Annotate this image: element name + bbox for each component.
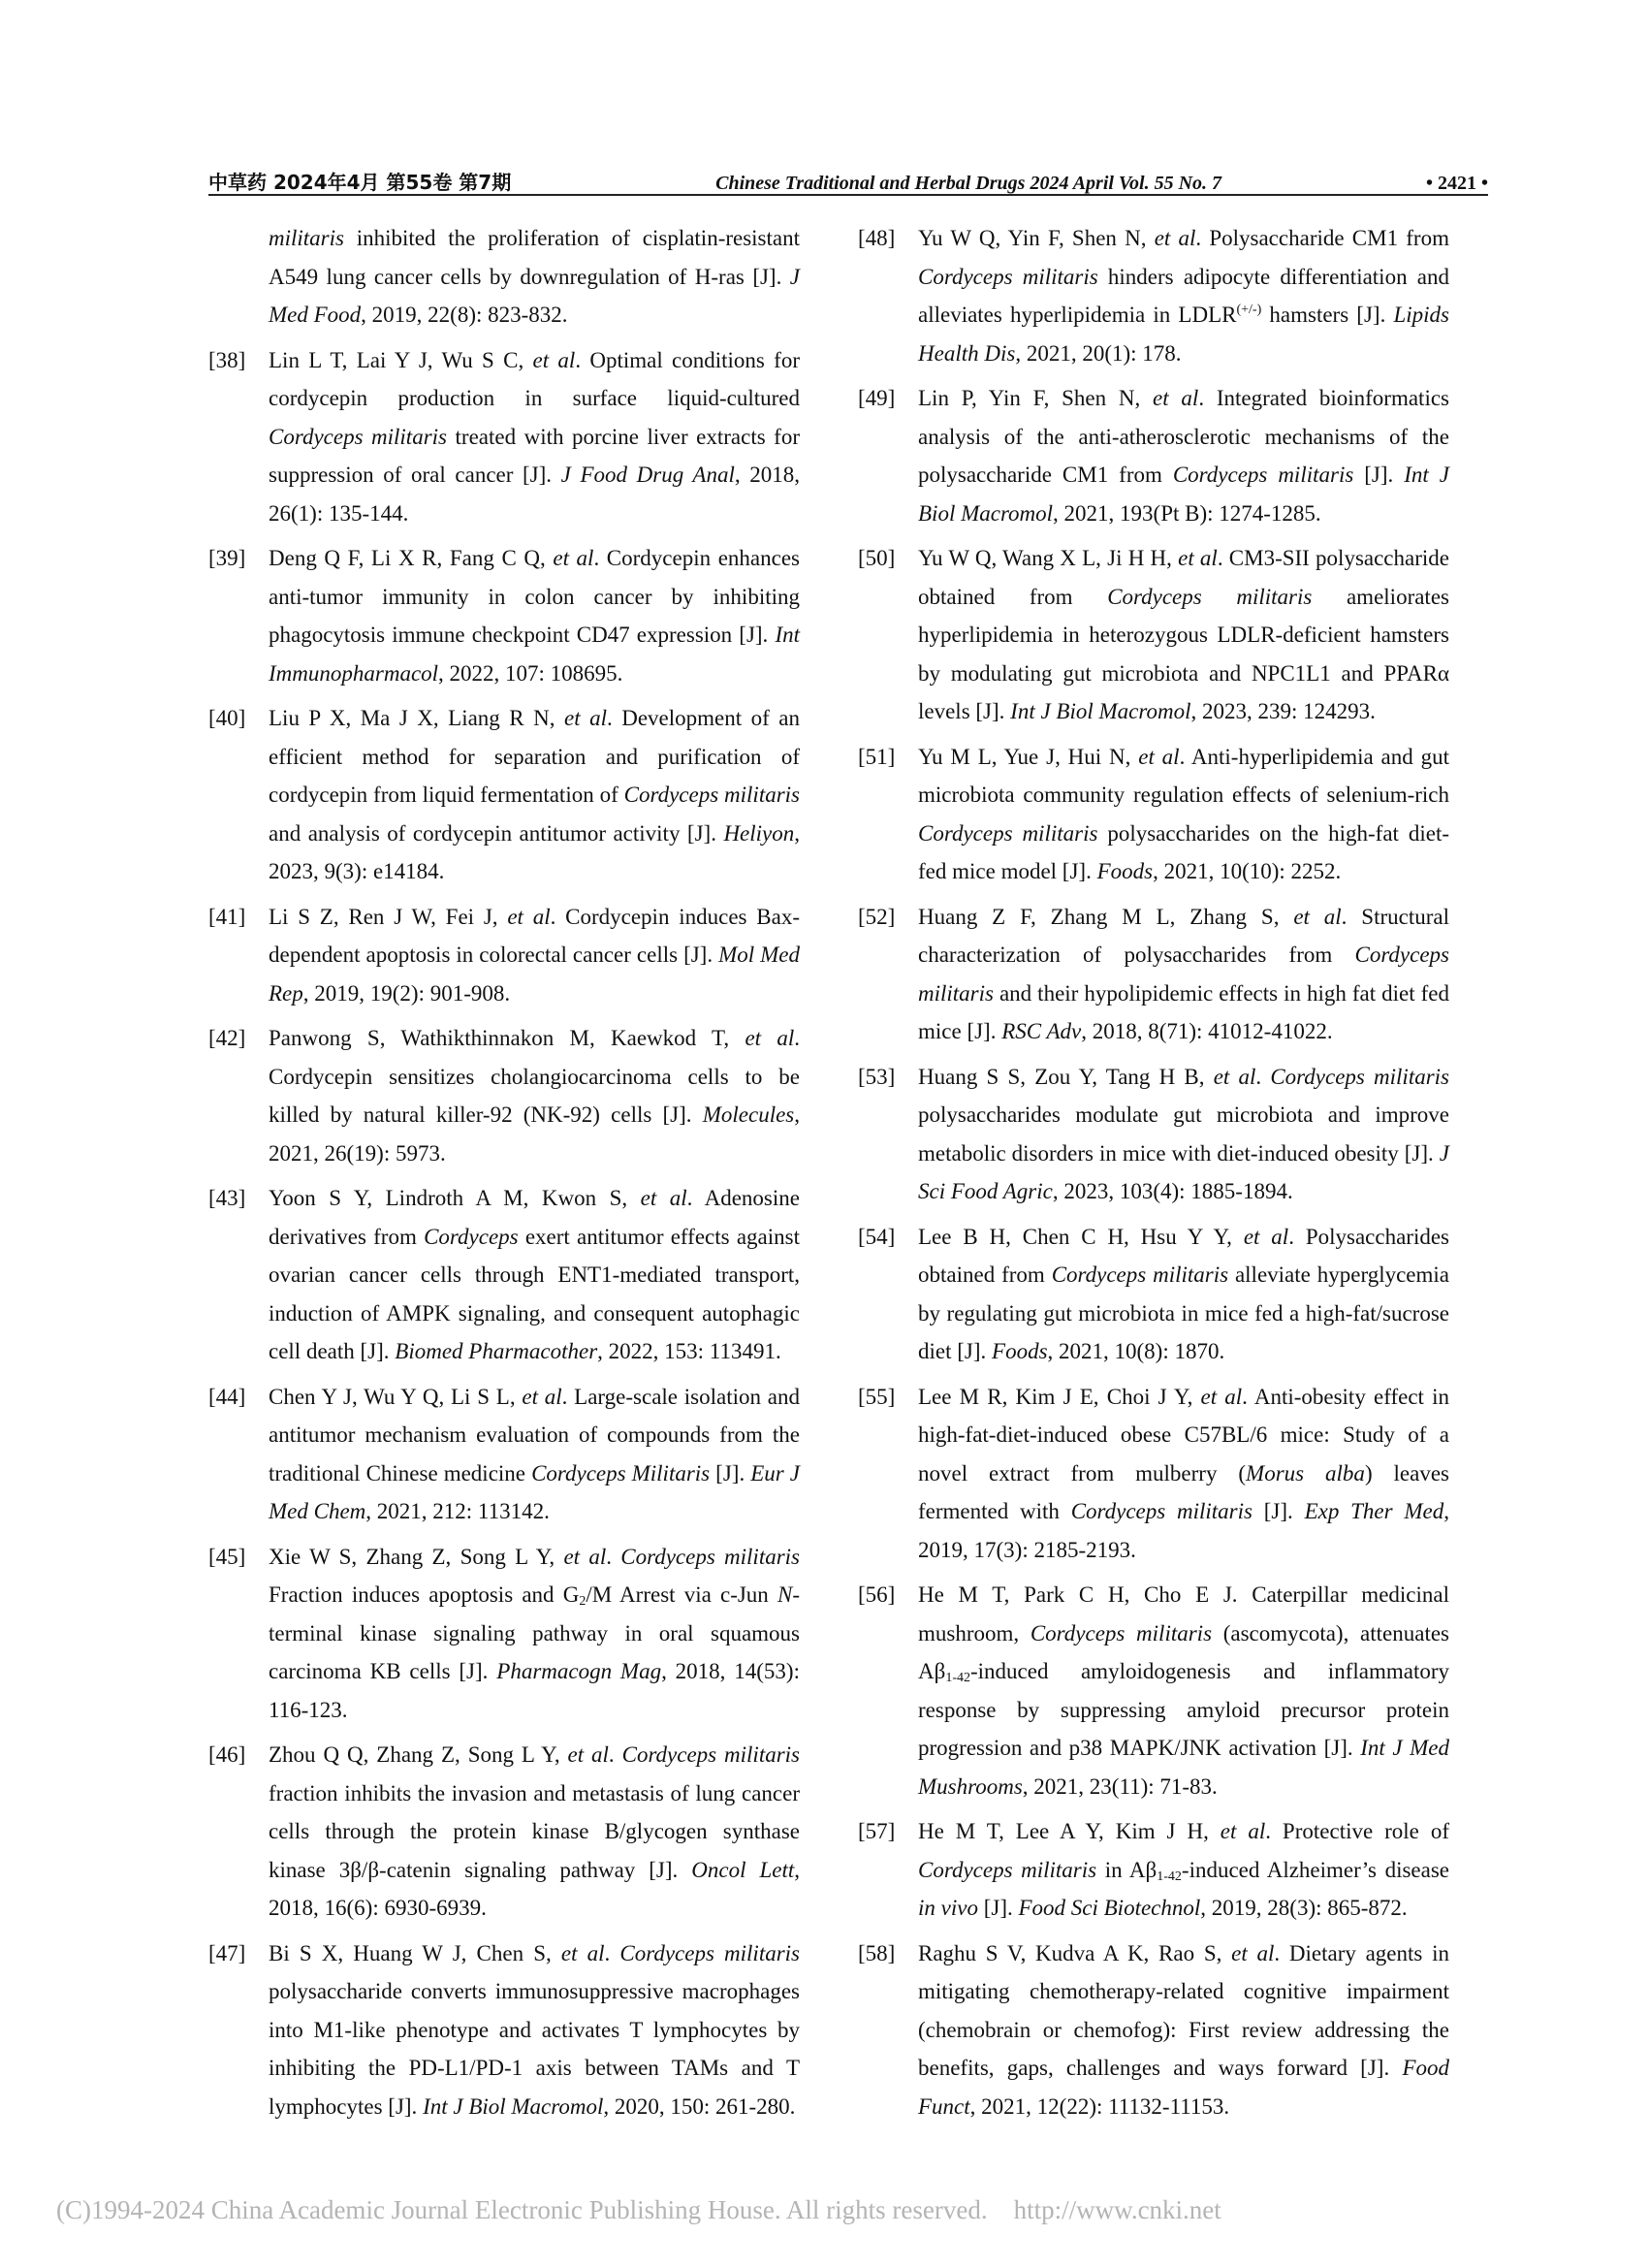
reference-text: Liu P X, Ma J X, Liang R N, et al. Development of an efficient method for separation and purification of cordycepin from liquid fermentation of Cordyceps militaris and analysis of cordycepin antitumor activity [J]. Heliyon, 2023, 9(3): e14184. — [269, 706, 800, 883]
reference-number: [41] — [208, 904, 246, 929]
reference-number: [46] — [208, 1742, 246, 1767]
reference-number: [53] — [858, 1064, 896, 1089]
reference-number: [48] — [858, 226, 896, 250]
reference-item — [208, 341, 800, 533]
reference-item — [858, 1812, 1449, 1928]
reference-item — [858, 1576, 1449, 1805]
reference-text: Lee B H, Chen C H, Hsu Y Y, et al. Polysaccharides obtained from Cordyceps militaris alleviate hyperglycemia by regulating gut microbiota in mice fed a high-fat/sucrose diet [J]. Foods, 2021, 10(8): 1870. — [918, 1224, 1449, 1363]
reference-item — [208, 898, 800, 1013]
reference-text: He M T, Park C H, Cho E J. Caterpillar medicinal mushroom, Cordyceps militaris (ascomycota), attenuates $A\beta_{1-42}$-induced amyloidogenesis and inflammatory response by suppressing amyloid precursor protein progression and p38 MAPK/JNK activation [J]. Int J Med Mushrooms, 2021, 23(11): 71-83. — [918, 1582, 1449, 1799]
reference-text: Deng Q F, Li X R, Fang C Q, et al. Cordycepin enhances anti-tumor immunity in colon cancer by inhibiting phagocytosis immune checkpoint CD47 expression [J]. Int Immunopharmacol, 2022, 107: 108695. — [269, 546, 800, 686]
reference-text: Li S Z, Ren J W, Fei J, et al. Cordycepin induces Bax-dependent apoptosis in colorectal cancer cells [J]. Mol Med Rep, 2019, 19(2): 901-908. — [269, 904, 801, 1006]
reference-item — [208, 699, 800, 891]
reference-number: [58] — [858, 1940, 896, 1965]
reference-text: He M T, Lee A Y, Kim J H, et al. Protective role of Cordyceps militaris in $A\beta_{1-42}$-induced Alzheimer’s disease in vivo [J]. Food Sci Biotechnol, 2019, 28(3): 865-872. — [918, 1819, 1450, 1920]
reference-number: [50] — [858, 546, 896, 570]
reference-number: [55] — [858, 1384, 896, 1409]
reference-number: [56] — [858, 1582, 896, 1607]
reference-item — [208, 1378, 800, 1531]
reference-number: [52] — [858, 904, 896, 929]
reference-number: [47] — [208, 1940, 246, 1965]
reference-item — [858, 738, 1449, 891]
reference-item — [858, 898, 1449, 1051]
reference-item — [858, 1378, 1449, 1570]
reference-text: Lin P, Yin F, Shen N, et al. Integrated bioinformatics analysis of the anti-atherosclerotic mechanisms of the polysaccharide CM1 from Cordyceps militaris [J]. Int J Biol Macromol, 2021, 193(Pt B): 1274-1285. — [918, 386, 1449, 526]
reference-text: Yoon S Y, Lindroth A M, Kwon S, et al. Adenosine derivatives from Cordyceps exert antitumor effects against ovarian cancer cells through ENT1-mediated transport, induction of AMPK signaling, and consequent autophagic cell death [J]. Biomed Pharmacother, 2022, 153: 113491. — [269, 1186, 800, 1363]
reference-text: Lin L T, Lai Y J, Wu S C, et al. Optimal conditions for cordycepin production in surface liquid-cultured Cordyceps militaris treated with porcine liver extracts for suppression of oral cancer [J]. J Food Drug Anal, 2018, 26(1): 135-144. — [269, 347, 800, 526]
references-left-column — [208, 219, 800, 2132]
reference-number: [45] — [208, 1544, 246, 1569]
reference-text: militaris inhibited the proliferation of cisplatin-resistant A549 lung cancer cells by downregulation of H-ras [J]. J Med Food, 2019, 22(8): 823-832. — [269, 226, 800, 327]
reference-text: Xie W S, Zhang Z, Song L Y, et al. Cordyceps militaris Fraction induces apoptosis and $G_2/M$ Arrest via c-Jun N-terminal kinase signaling pathway in oral squamous carcinoma KB cells [J]. Pharmacogn Mag, 2018, 14(53): 116-123. — [269, 1544, 801, 1722]
reference-text: Raghu S V, Kudva A K, Rao S, et al. Dietary agents in mitigating chemotherapy-related cognitive impairment (chemobrain or chemofog): First review addressing the benefits, gaps, challenges and ways forward [J]. Food Funct, 2021, 12(22): 11132-11153. — [918, 1940, 1449, 2119]
reference-item — [208, 1179, 800, 1371]
header-journal-en: Chinese Traditional and Herbal Drugs 2024 April Vol. 55 No. 7 — [715, 173, 1222, 194]
reference-number: [39] — [208, 546, 246, 570]
reference-item — [208, 1736, 800, 1928]
reference-item — [208, 1019, 800, 1172]
reference-item — [858, 1058, 1449, 1211]
reference-text: Zhou Q Q, Zhang Z, Song L Y, et al. Cordyceps militaris fraction inhibits the invasion and metastasis of lung cancer cells through the protein kinase B/glycogen synthase kinase 3β/β-catenin signaling pathway [J]. Oncol Lett, 2018, 16(6): 6930-6939. — [269, 1742, 801, 1920]
reference-item — [208, 1934, 800, 2126]
references-right-column — [858, 219, 1449, 2132]
reference-number: [44] — [208, 1384, 246, 1409]
running-header — [208, 167, 1488, 195]
reference-number: [43] — [208, 1186, 246, 1210]
reference-text: Yu W Q, Yin F, Shen N, et al. Polysaccharide CM1 from Cordyceps militaris hinders adipocyte differentiation and alleviates hyperlipidemia in LDLR(+/-) hamsters [J]. Lipids Health Dis, 2021, 20(1): 178. — [918, 226, 1449, 366]
reference-text: Huang Z F, Zhang M L, Zhang S, et al. Structural characterization of polysaccharides from Cordyceps militaris and their hypolipidemic effects in high fat diet fed mice [J]. RSC Adv, 2018, 8(71): 41012-41022. — [918, 904, 1449, 1043]
reference-text: Huang S S, Zou Y, Tang H B, et al. Cordyceps militaris polysaccharides modulate gut microbiota and improve metabolic disorders in mice with diet-induced obesity [J]. J Sci Food Agric, 2023, 103(4): 1885-1894. — [918, 1064, 1450, 1203]
reference-item — [208, 539, 800, 692]
reference-item — [208, 219, 800, 335]
header-journal-cn: 中草药 2024年4月 第55卷 第7期 — [208, 171, 512, 194]
page-number: • 2421 • — [1425, 173, 1488, 194]
header-rule — [208, 194, 1488, 196]
reference-text: Lee M R, Kim J E, Choi J Y, et al. Anti-obesity effect in high-fat-diet-induced obese C57BL/6 mice: Study of a novel extract from mulberry (Morus alba) leaves fermented with Cordyceps militaris [J]. Exp Ther Med, 2019, 17(3): 2185-2193. — [918, 1384, 1450, 1562]
reference-item — [858, 1934, 1449, 2126]
reference-number: [57] — [858, 1819, 896, 1843]
reference-number: [51] — [858, 744, 896, 769]
reference-text: Yu M L, Yue J, Hui N, et al. Anti-hyperlipidemia and gut microbiota community regulation effects of selenium-rich Cordyceps militaris polysaccharides on the high-fat diet-fed mice model [J]. Foods, 2021, 10(10): 2252. — [918, 744, 1449, 883]
reference-number: [54] — [858, 1224, 896, 1249]
reference-text: Bi S X, Huang W J, Chen S, et al. Cordyceps militaris polysaccharide converts immunosuppressive macrophages into M1-like phenotype and activates T lymphocytes by inhibiting the PD-L1/PD-1 axis between TAMs and T lymphocytes [J]. Int J Biol Macromol, 2020, 150: 261-280. — [269, 1940, 801, 2119]
reference-item — [858, 1218, 1449, 1371]
reference-number: [40] — [208, 706, 246, 730]
reference-text: Chen Y J, Wu Y Q, Li S L, et al. Large-scale isolation and antitumor mechanism evaluation of compounds from the traditional Chinese medicine Cordyceps Militaris [J]. Eur J Med Chem, 2021, 212: 113142. — [269, 1384, 801, 1523]
reference-item — [208, 1538, 800, 1730]
reference-number: [49] — [858, 386, 896, 410]
reference-item — [858, 539, 1449, 731]
reference-number: [42] — [208, 1026, 246, 1050]
copyright-footer: (C)1994-2024 China Academic Journal Electronic Publishing House. All rights reserved. http://www.cnki.net — [56, 2195, 1221, 2224]
reference-text: Yu W Q, Wang X L, Ji H H, et al. CM3-SII polysaccharide obtained from Cordyceps militaris ameliorates hyperlipidemia in heterozygous LDLR-deficient hamsters by modulating gut microbiota and NPC1L1 and PPARα levels [J]. Int J Biol Macromol, 2023, 239: 124293. — [918, 546, 1449, 723]
reference-text: Panwong S, Wathikthinnakon M, Kaewkod T, et al. Cordycepin sensitizes cholangiocarcinoma cells to be killed by natural killer-92 (NK-92) cells [J]. Molecules, 2021, 26(19): 5973. — [269, 1026, 800, 1166]
reference-number: [38] — [208, 347, 246, 372]
reference-item — [858, 379, 1449, 532]
reference-item — [858, 219, 1449, 372]
